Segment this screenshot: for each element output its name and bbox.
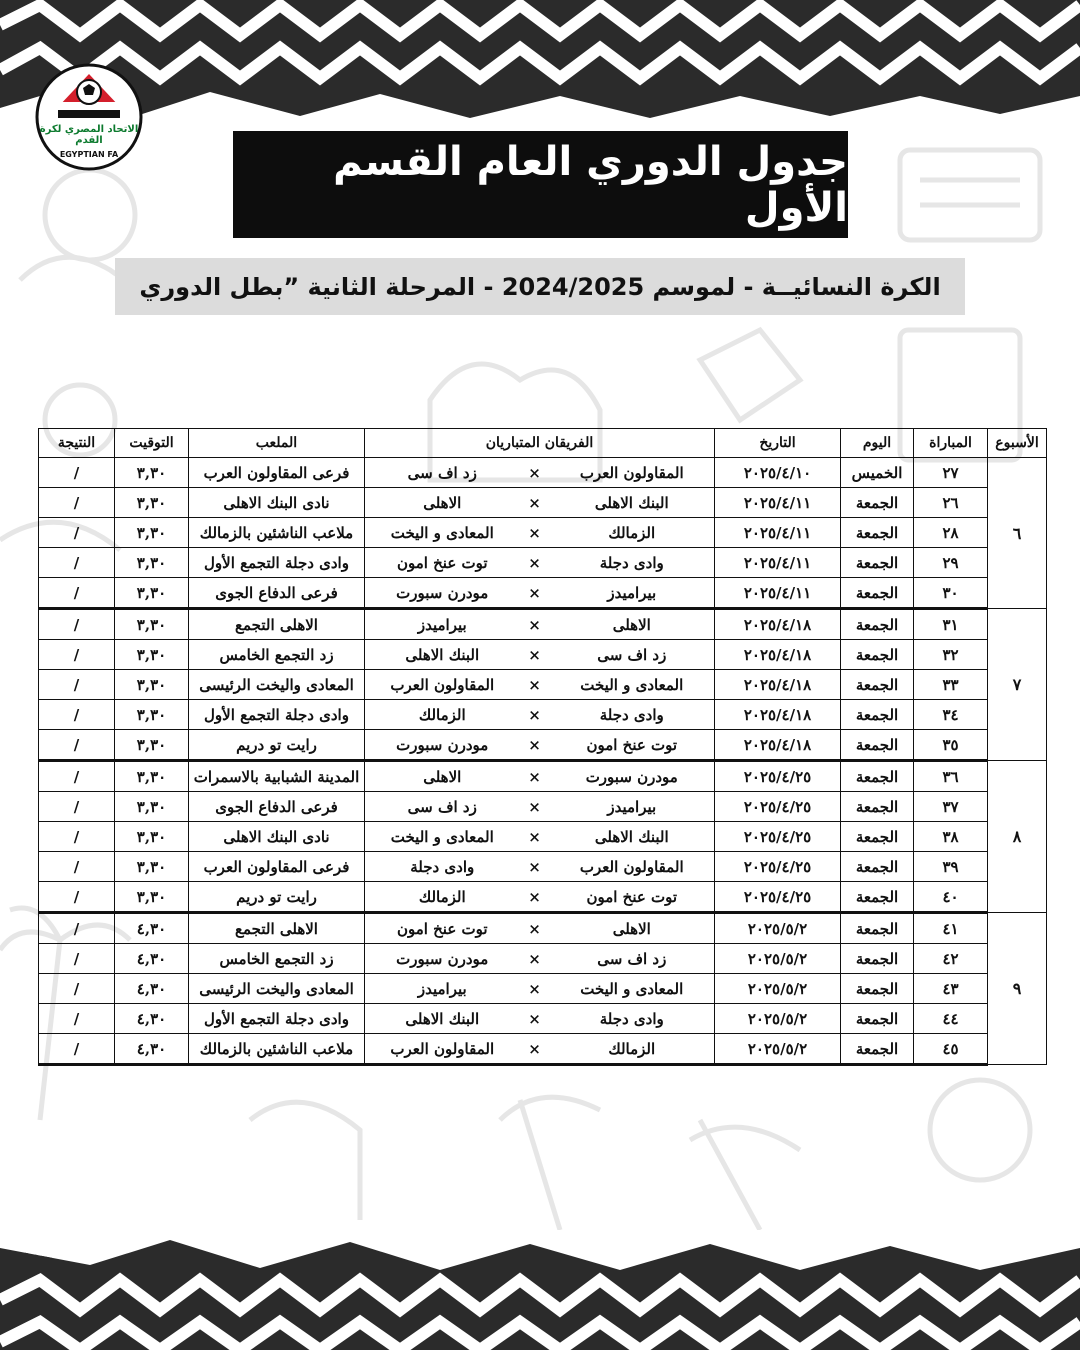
week-cell: ٨	[988, 761, 1047, 913]
time-cell: ٣,٣٠	[115, 609, 189, 640]
home-team-cell: الزمالك	[550, 1034, 715, 1065]
header-teams: الفريقان المتباريان	[365, 429, 715, 458]
date-cell: ٢٠٢٥/٤/١٨	[715, 640, 841, 670]
header-time: التوقيت	[115, 429, 189, 458]
result-cell: /	[39, 609, 115, 640]
stadium-cell: نادى البنك الاهلى	[189, 488, 365, 518]
match-number-cell: ٣٤	[914, 700, 988, 730]
header-week: الأسبوع	[988, 429, 1047, 458]
result-cell: /	[39, 761, 115, 792]
stadium-cell: وادى دجلة التجمع الأول	[189, 700, 365, 730]
match-number-cell: ٤٥	[914, 1034, 988, 1065]
stadium-cell: المعادى واليخت الرئيسى	[189, 670, 365, 700]
away-team-cell: زد اف سى	[365, 792, 520, 822]
vs-cell: ×	[520, 730, 550, 761]
match-number-cell: ٣١	[914, 609, 988, 640]
date-cell: ٢٠٢٥/٥/٢	[715, 944, 841, 974]
stadium-cell: زد التجمع الخامس	[189, 944, 365, 974]
home-team-cell: الاهلى	[550, 609, 715, 640]
date-cell: ٢٠٢٥/٤/٢٥	[715, 761, 841, 792]
result-cell: /	[39, 822, 115, 852]
away-team-cell: توت عنخ امون	[365, 913, 520, 944]
table-row	[39, 609, 1047, 640]
table-row	[39, 730, 1047, 761]
table-row	[39, 488, 1047, 518]
vs-cell: ×	[520, 518, 550, 548]
away-team-cell: بيراميدز	[365, 974, 520, 1004]
day-cell: الجمعة	[841, 609, 914, 640]
match-number-cell: ٤٢	[914, 944, 988, 974]
home-team-cell: توت عنخ امون	[550, 882, 715, 913]
home-team-cell: زد اف سى	[550, 944, 715, 974]
vs-cell: ×	[520, 670, 550, 700]
stadium-cell: وادى دجلة التجمع الأول	[189, 548, 365, 578]
away-team-cell: المعادى و اليخت	[365, 822, 520, 852]
match-number-cell: ٢٧	[914, 458, 988, 488]
stadium-cell: المدينة الشبابية بالاسمرات	[189, 761, 365, 792]
vs-cell: ×	[520, 609, 550, 640]
home-team-cell: وادى دجلة	[550, 700, 715, 730]
time-cell: ٤,٣٠	[115, 944, 189, 974]
home-team-cell: توت عنخ امون	[550, 730, 715, 761]
result-cell: /	[39, 974, 115, 1004]
result-cell: /	[39, 730, 115, 761]
fixtures-body	[39, 458, 1047, 1065]
home-team-cell: الاهلى	[550, 913, 715, 944]
time-cell: ٣,٣٠	[115, 518, 189, 548]
logo-brand-text: EGYPTIAN FA	[59, 150, 119, 159]
away-team-cell: المقاولون العرب	[365, 1034, 520, 1065]
table-row	[39, 852, 1047, 882]
stadium-cell: فرعى الدفاع الجوى	[189, 792, 365, 822]
date-cell: ٢٠٢٥/٤/١٠	[715, 458, 841, 488]
vs-cell: ×	[520, 913, 550, 944]
table-row	[39, 1004, 1047, 1034]
day-cell: الجمعة	[841, 882, 914, 913]
vs-cell: ×	[520, 488, 550, 518]
result-cell: /	[39, 640, 115, 670]
home-team-cell: الزمالك	[550, 518, 715, 548]
result-cell: /	[39, 670, 115, 700]
date-cell: ٢٠٢٥/٤/١١	[715, 518, 841, 548]
date-cell: ٢٠٢٥/٤/١٨	[715, 609, 841, 640]
home-team-cell: وادى دجلة	[550, 548, 715, 578]
time-cell: ٣,٣٠	[115, 670, 189, 700]
day-cell: الجمعة	[841, 730, 914, 761]
page-subtitle: الكرة النسائيــة - لموسم 2024/2025 - المرحلة الثانية ”بطل الدوري	[115, 258, 965, 315]
header-stadium: الملعب	[189, 429, 365, 458]
stadium-cell: ملاعب الناشئين بالزمالك	[189, 1034, 365, 1065]
table-row	[39, 700, 1047, 730]
home-team-cell: البنك الاهلى	[550, 488, 715, 518]
time-cell: ٣,٣٠	[115, 761, 189, 792]
date-cell: ٢٠٢٥/٤/١١	[715, 578, 841, 609]
result-cell: /	[39, 548, 115, 578]
result-cell: /	[39, 458, 115, 488]
result-cell: /	[39, 1004, 115, 1034]
home-team-cell: وادى دجلة	[550, 1004, 715, 1034]
day-cell: الجمعة	[841, 974, 914, 1004]
day-cell: الجمعة	[841, 578, 914, 609]
week-cell: ٦	[988, 458, 1047, 609]
home-team-cell: البنك الاهلى	[550, 822, 715, 852]
table-header-row	[39, 429, 1047, 458]
away-team-cell: بيراميدز	[365, 609, 520, 640]
home-team-cell: المعادى و اليخت	[550, 974, 715, 1004]
week-cell: ٧	[988, 609, 1047, 761]
time-cell: ٣,٣٠	[115, 488, 189, 518]
match-number-cell: ٢٨	[914, 518, 988, 548]
stadium-cell: ملاعب الناشئين بالزمالك	[189, 518, 365, 548]
home-team-cell: مودرن سبورت	[550, 761, 715, 792]
match-number-cell: ٣٢	[914, 640, 988, 670]
table-row	[39, 458, 1047, 488]
time-cell: ٣,٣٠	[115, 458, 189, 488]
match-number-cell: ٢٩	[914, 548, 988, 578]
vs-cell: ×	[520, 822, 550, 852]
away-team-cell: مودرن سبورت	[365, 730, 520, 761]
time-cell: ٤,٣٠	[115, 1004, 189, 1034]
match-number-cell: ٣٠	[914, 578, 988, 609]
time-cell: ٣,٣٠	[115, 792, 189, 822]
vs-cell: ×	[520, 700, 550, 730]
header-day: اليوم	[841, 429, 914, 458]
away-team-cell: الاهلى	[365, 761, 520, 792]
date-cell: ٢٠٢٥/٥/٢	[715, 913, 841, 944]
time-cell: ٣,٣٠	[115, 882, 189, 913]
logo-arabic-text: الاتحاد المصري لكرة القدم	[39, 124, 139, 146]
home-team-cell: المعادى و اليخت	[550, 670, 715, 700]
bottom-zigzag-pattern	[0, 1230, 1080, 1350]
fixtures-table-container	[38, 428, 1046, 1066]
date-cell: ٢٠٢٥/٥/٢	[715, 974, 841, 1004]
match-number-cell: ٤٠	[914, 882, 988, 913]
day-cell: الجمعة	[841, 518, 914, 548]
result-cell: /	[39, 792, 115, 822]
day-cell: الجمعة	[841, 761, 914, 792]
time-cell: ٣,٣٠	[115, 700, 189, 730]
vs-cell: ×	[520, 944, 550, 974]
result-cell: /	[39, 700, 115, 730]
time-cell: ٣,٣٠	[115, 640, 189, 670]
match-number-cell: ٣٧	[914, 792, 988, 822]
day-cell: الجمعة	[841, 852, 914, 882]
table-row	[39, 882, 1047, 913]
date-cell: ٢٠٢٥/٤/٢٥	[715, 852, 841, 882]
stadium-cell: الاهلى التجمع	[189, 609, 365, 640]
vs-cell: ×	[520, 578, 550, 609]
vs-cell: ×	[520, 548, 550, 578]
time-cell: ٤,٣٠	[115, 913, 189, 944]
date-cell: ٢٠٢٥/٥/٢	[715, 1004, 841, 1034]
away-team-cell: الاهلى	[365, 488, 520, 518]
match-number-cell: ٤٣	[914, 974, 988, 1004]
table-row	[39, 548, 1047, 578]
time-cell: ٤,٣٠	[115, 1034, 189, 1065]
table-row	[39, 974, 1047, 1004]
date-cell: ٢٠٢٥/٤/١١	[715, 548, 841, 578]
day-cell: الجمعة	[841, 792, 914, 822]
table-row	[39, 944, 1047, 974]
match-number-cell: ٤٤	[914, 1004, 988, 1034]
day-cell: الجمعة	[841, 700, 914, 730]
table-row	[39, 670, 1047, 700]
match-number-cell: ٣٨	[914, 822, 988, 852]
stadium-cell: المعادى واليخت الرئيسى	[189, 974, 365, 1004]
match-number-cell: ٤١	[914, 913, 988, 944]
result-cell: /	[39, 518, 115, 548]
time-cell: ٣,٣٠	[115, 852, 189, 882]
date-cell: ٢٠٢٥/٤/٢٥	[715, 882, 841, 913]
time-cell: ٤,٣٠	[115, 974, 189, 1004]
week-cell: ٩	[988, 913, 1047, 1065]
table-row	[39, 822, 1047, 852]
vs-cell: ×	[520, 640, 550, 670]
result-cell: /	[39, 852, 115, 882]
date-cell: ٢٠٢٥/٤/١٨	[715, 700, 841, 730]
date-cell: ٢٠٢٥/٤/١٨	[715, 730, 841, 761]
home-team-cell: المقاولون العرب	[550, 852, 715, 882]
match-number-cell: ٣٩	[914, 852, 988, 882]
table-row	[39, 913, 1047, 944]
vs-cell: ×	[520, 1004, 550, 1034]
day-cell: الجمعة	[841, 640, 914, 670]
away-team-cell: مودرن سبورت	[365, 578, 520, 609]
home-team-cell: زد اف سى	[550, 640, 715, 670]
table-row	[39, 792, 1047, 822]
result-cell: /	[39, 1034, 115, 1065]
table-row	[39, 1034, 1047, 1065]
vs-cell: ×	[520, 458, 550, 488]
vs-cell: ×	[520, 761, 550, 792]
day-cell: الجمعة	[841, 822, 914, 852]
away-team-cell: وادى دجلة	[365, 852, 520, 882]
stadium-cell: رايت تو دريم	[189, 730, 365, 761]
away-team-cell: البنك الاهلى	[365, 640, 520, 670]
match-number-cell: ٣٣	[914, 670, 988, 700]
stadium-cell: نادى البنك الاهلى	[189, 822, 365, 852]
away-team-cell: زد اف سى	[365, 458, 520, 488]
stadium-cell: زد التجمع الخامس	[189, 640, 365, 670]
stadium-cell: الاهلى التجمع	[189, 913, 365, 944]
stadium-cell: رايت تو دريم	[189, 882, 365, 913]
day-cell: الجمعة	[841, 913, 914, 944]
table-row	[39, 518, 1047, 548]
date-cell: ٢٠٢٥/٤/١٨	[715, 670, 841, 700]
day-cell: الجمعة	[841, 488, 914, 518]
home-team-cell: المقاولون العرب	[550, 458, 715, 488]
vs-cell: ×	[520, 852, 550, 882]
table-row	[39, 578, 1047, 609]
stadium-cell: فرعى المقاولون العرب	[189, 852, 365, 882]
away-team-cell: مودرن سبورت	[365, 944, 520, 974]
result-cell: /	[39, 944, 115, 974]
day-cell: الجمعة	[841, 548, 914, 578]
header-match: المباراة	[914, 429, 988, 458]
result-cell: /	[39, 882, 115, 913]
vs-cell: ×	[520, 1034, 550, 1065]
away-team-cell: الزمالك	[365, 882, 520, 913]
day-cell: الجمعة	[841, 1034, 914, 1065]
result-cell: /	[39, 488, 115, 518]
fixtures-table	[38, 428, 1047, 1066]
table-row	[39, 761, 1047, 792]
table-row	[39, 640, 1047, 670]
vs-cell: ×	[520, 792, 550, 822]
date-cell: ٢٠٢٥/٤/١١	[715, 488, 841, 518]
time-cell: ٣,٣٠	[115, 730, 189, 761]
date-cell: ٢٠٢٥/٥/٢	[715, 1034, 841, 1065]
top-zigzag-pattern	[0, 0, 1080, 125]
away-team-cell: الزمالك	[365, 700, 520, 730]
away-team-cell: البنك الاهلى	[365, 1004, 520, 1034]
match-number-cell: ٣٦	[914, 761, 988, 792]
day-cell: الخميس	[841, 458, 914, 488]
time-cell: ٣,٣٠	[115, 548, 189, 578]
home-team-cell: بيراميدز	[550, 578, 715, 609]
time-cell: ٣,٣٠	[115, 822, 189, 852]
stadium-cell: فرعى المقاولون العرب	[189, 458, 365, 488]
match-number-cell: ٢٦	[914, 488, 988, 518]
header-result: النتيجة	[39, 429, 115, 458]
away-team-cell: المقاولون العرب	[365, 670, 520, 700]
time-cell: ٣,٣٠	[115, 578, 189, 609]
vs-cell: ×	[520, 974, 550, 1004]
day-cell: الجمعة	[841, 1004, 914, 1034]
date-cell: ٢٠٢٥/٤/٢٥	[715, 792, 841, 822]
page-title: جدول الدوري العام القسم الأول	[233, 131, 848, 238]
away-team-cell: المعادى و اليخت	[365, 518, 520, 548]
stadium-cell: فرعى الدفاع الجوى	[189, 578, 365, 609]
stadium-cell: وادى دجلة التجمع الأول	[189, 1004, 365, 1034]
match-number-cell: ٣٥	[914, 730, 988, 761]
day-cell: الجمعة	[841, 944, 914, 974]
result-cell: /	[39, 578, 115, 609]
home-team-cell: بيراميدز	[550, 792, 715, 822]
date-cell: ٢٠٢٥/٤/٢٥	[715, 822, 841, 852]
header-date: التاريخ	[715, 429, 841, 458]
away-team-cell: توت عنخ امون	[365, 548, 520, 578]
vs-cell: ×	[520, 882, 550, 913]
day-cell: الجمعة	[841, 670, 914, 700]
result-cell: /	[39, 913, 115, 944]
